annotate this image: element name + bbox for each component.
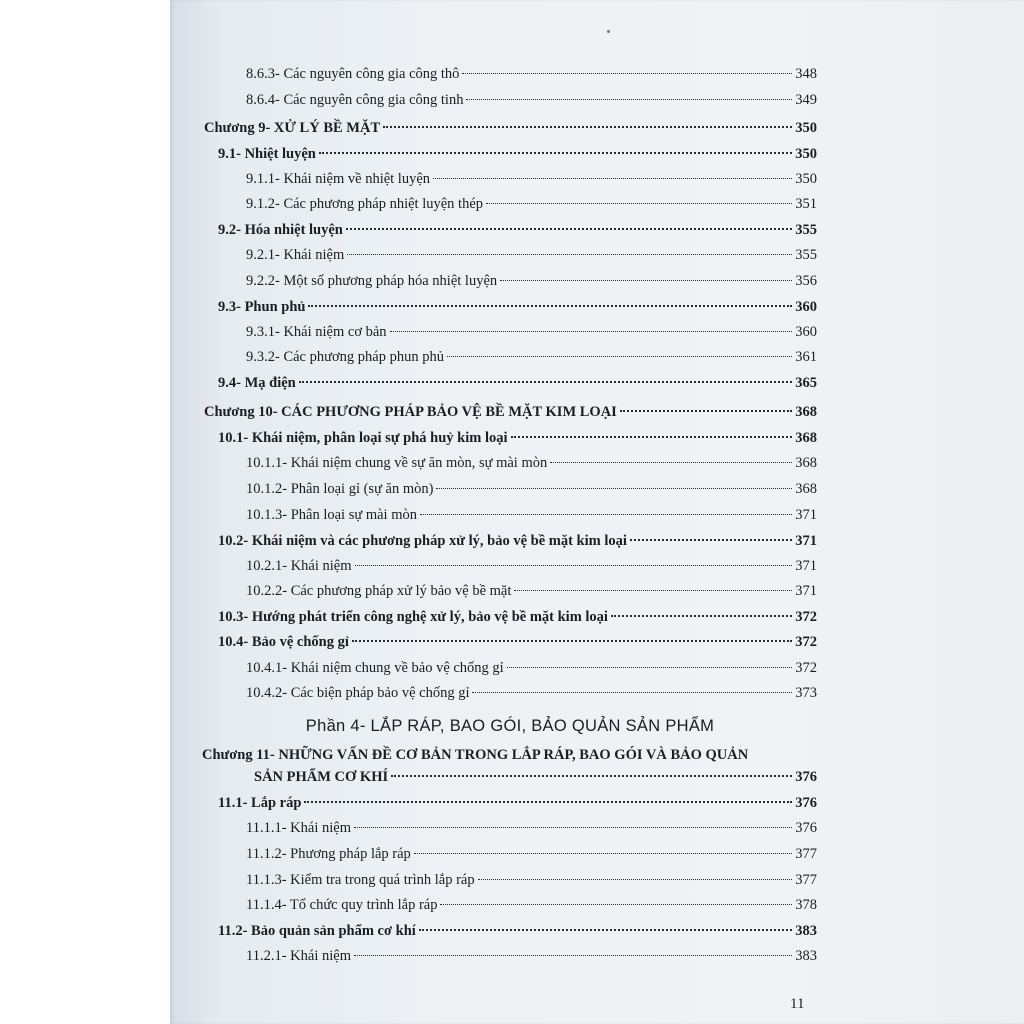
toc-entry-page: 377 <box>795 846 817 862</box>
toc-entry-title: Chương 9- XỬ LÝ BỀ MẶT <box>204 120 381 136</box>
toc-entry-title: 10.1- Khái niệm, phân loại sự phá huỷ kim loại <box>218 430 508 446</box>
toc-section-entry[interactable] <box>218 143 817 165</box>
toc-entry-page: 361 <box>795 349 817 365</box>
leader-dots <box>352 640 792 642</box>
toc-entry-title: 9.3- Phun phủ <box>218 299 306 315</box>
toc-entry-title: 10.1.3- Phân loại sự mài mòn <box>246 507 417 523</box>
toc-entry-page: 368 <box>795 430 817 446</box>
toc-entry[interactable] <box>246 580 817 602</box>
toc-entry-page: 376 <box>795 769 817 785</box>
toc-section-entry[interactable] <box>218 219 817 241</box>
leader-dots <box>466 99 792 100</box>
leader-dots <box>354 955 792 956</box>
leader-dots <box>383 126 792 128</box>
toc-entry[interactable] <box>246 657 817 679</box>
toc-entry-page: 355 <box>795 247 817 263</box>
toc-entry-title: 10.4.1- Khái niệm chung về bảo vệ chống gỉ <box>246 660 504 676</box>
leader-dots <box>304 801 792 803</box>
toc-section-entry[interactable] <box>218 427 817 449</box>
toc-entry-title: SẢN PHẨM CƠ KHÍ <box>254 769 389 785</box>
toc-entry-title: 11.1.2- Phương pháp lắp ráp <box>246 846 411 862</box>
toc-entry-title: 9.1- Nhiệt luyện <box>218 146 316 162</box>
leader-dots <box>500 280 792 281</box>
toc-entry[interactable] <box>246 894 817 916</box>
toc-entry-title: 10.4.2- Các biện pháp bảo vệ chống gỉ <box>246 685 470 701</box>
toc-entry-page: 355 <box>795 222 817 238</box>
toc-entry[interactable] <box>246 346 817 368</box>
toc-entry-page: 373 <box>795 685 817 701</box>
toc-entry-page: 348 <box>795 66 817 82</box>
toc-entry[interactable] <box>246 817 817 839</box>
leader-dots <box>486 203 792 204</box>
toc-entry-page: 376 <box>795 820 817 836</box>
toc-entry-title: 10.1.1- Khái niệm chung về sự ăn mòn, sự mài mòn <box>246 455 548 471</box>
toc-entry-page: 365 <box>795 375 817 391</box>
toc-entry-page: 356 <box>795 273 817 289</box>
leader-dots <box>440 904 792 905</box>
toc-section-entry[interactable] <box>218 920 817 942</box>
toc-entry[interactable] <box>246 193 817 215</box>
leader-dots <box>514 590 792 591</box>
leader-dots <box>419 929 792 931</box>
toc-entry-page: 350 <box>795 171 817 187</box>
toc-entry-title: 10.3- Hướng phát triển công nghệ xử lý, bảo vệ bề mặt kim loại <box>218 609 608 625</box>
leader-dots <box>511 436 793 438</box>
leader-dots <box>550 462 792 463</box>
leader-dots <box>611 615 792 617</box>
toc-entry[interactable] <box>246 843 817 865</box>
toc-entry-title: Chương 10- CÁC PHƯƠNG PHÁP BẢO VỆ BỀ MẶT KIM LOẠI <box>204 404 617 420</box>
toc-entry-title: 9.3.1- Khái niệm cơ bản <box>246 324 387 340</box>
toc-section-entry[interactable] <box>218 372 817 394</box>
toc-section-entry[interactable] <box>218 296 817 318</box>
toc-entry-title: 8.6.4- Các nguyên công gia công tinh <box>246 92 464 108</box>
toc-entry[interactable] <box>246 244 817 266</box>
toc-entry-title: 9.1.2- Các phương pháp nhiệt luyện thép <box>246 196 484 212</box>
leader-dots <box>299 381 793 383</box>
toc-entry-page: 350 <box>795 146 817 162</box>
toc-chapter-entry[interactable] <box>254 766 817 788</box>
toc-entry[interactable] <box>246 682 817 704</box>
toc-entry[interactable] <box>246 945 817 967</box>
leader-dots <box>319 152 792 154</box>
toc-entry[interactable] <box>246 504 817 526</box>
toc-entry-page: 371 <box>795 533 817 549</box>
leader-dots <box>354 827 792 828</box>
toc-entry-title: 10.1.2- Phân loại gỉ (sự ăn mòn) <box>246 481 434 497</box>
leader-dots <box>630 539 792 541</box>
toc-entry[interactable] <box>246 168 817 190</box>
toc-entry-title: 10.2- Khái niệm và các phương pháp xử lý, bảo vệ bề mặt kim loại <box>218 533 627 549</box>
toc-entry-page: 371 <box>795 558 817 574</box>
leader-dots <box>390 331 793 332</box>
toc-entry-page: 383 <box>795 923 817 939</box>
toc-entry-page: 378 <box>795 897 817 913</box>
toc-section-entry[interactable] <box>218 792 817 814</box>
leader-dots <box>436 488 792 489</box>
toc-entry-page: 376 <box>795 795 817 811</box>
toc-entry[interactable] <box>246 270 817 292</box>
toc-entry-page: 372 <box>795 660 817 676</box>
toc-entry[interactable] <box>246 452 817 474</box>
leader-dots <box>433 178 792 179</box>
toc-entry-page: 351 <box>795 196 817 212</box>
toc-section-entry[interactable] <box>218 606 817 628</box>
toc-entry[interactable] <box>246 555 817 577</box>
toc-entry[interactable] <box>246 869 817 891</box>
leader-dots <box>420 514 792 515</box>
toc-entry-page: 349 <box>795 92 817 108</box>
toc-entry-page: 371 <box>795 507 817 523</box>
toc-entry-page: 377 <box>795 872 817 888</box>
leader-dots <box>462 73 792 74</box>
toc-entry-title: 9.3.2- Các phương pháp phun phủ <box>246 349 444 365</box>
toc-entry-title: 11.1.4- Tổ chức quy trình lắp ráp <box>246 897 438 913</box>
toc-entry-page: 372 <box>795 634 817 650</box>
part-heading: Phần 4- LẮP RÁP, BAO GÓI, BẢO QUẢN SẢN PHẨM <box>305 717 715 735</box>
leader-dots <box>472 692 792 693</box>
toc-section-entry[interactable] <box>218 631 817 653</box>
toc-entry-title: 11.2.1- Khái niệm <box>246 948 351 964</box>
leader-dots <box>391 775 792 777</box>
toc-entry-title: 10.2.1- Khái niệm <box>246 558 352 574</box>
toc-entry-title: 11.1.3- Kiểm tra trong quá trình lắp ráp <box>246 872 475 888</box>
toc-entry-page: 383 <box>795 948 817 964</box>
toc-chapter-entry[interactable] <box>204 117 817 139</box>
toc-entry-title: 8.6.3- Các nguyên công gia công thô <box>246 66 460 82</box>
page-number: 11 <box>790 996 805 1012</box>
toc-entry-title: 10.4- Bảo vệ chống gỉ <box>218 634 349 650</box>
toc-entry-title: 9.4- Mạ điện <box>218 375 296 391</box>
toc-entry-page: 368 <box>795 404 817 420</box>
toc-entry-page: 368 <box>795 455 817 471</box>
toc-chapter-entry[interactable] <box>204 401 817 423</box>
leader-dots <box>346 228 792 230</box>
toc-section-entry[interactable] <box>218 530 817 552</box>
toc-entry[interactable] <box>246 478 817 500</box>
toc-entry-title: 11.2- Bảo quản sản phẩm cơ khí <box>218 923 416 939</box>
leader-dots <box>478 879 793 880</box>
toc-entry-title: 10.2.2- Các phương pháp xử lý bảo vệ bề mặt <box>246 583 512 599</box>
toc-entry-page: 371 <box>795 583 817 599</box>
toc-entry[interactable] <box>246 89 817 111</box>
toc-entry-page: 350 <box>795 120 817 136</box>
toc-chapter-title-line1: Chương 11- NHỮNG VẤN ĐỀ CƠ BẢN TRONG LẮP RÁP, BAO GÓI VÀ BẢO QUẢN <box>202 747 749 763</box>
toc-entry-title: 9.1.1- Khái niệm về nhiệt luyện <box>246 171 431 187</box>
leader-dots <box>347 254 792 255</box>
leader-dots <box>308 305 792 307</box>
toc-entry[interactable] <box>246 321 817 343</box>
toc-entry-title: 9.2- Hóa nhiệt luyện <box>218 222 343 238</box>
toc-entry-page: 360 <box>795 299 817 315</box>
leader-dots <box>620 410 792 412</box>
leader-dots <box>507 667 793 668</box>
toc-entry[interactable] <box>246 63 817 85</box>
leader-dots <box>355 565 793 566</box>
toc-entry-title: 9.2.2- Một số phương pháp hóa nhiệt luyện <box>246 273 498 289</box>
leader-dots <box>447 356 792 357</box>
toc-entry-title: 11.1.1- Khái niệm <box>246 820 351 836</box>
toc-entry-page: 360 <box>795 324 817 340</box>
toc-entry-title: 11.1- Lắp ráp <box>218 795 302 811</box>
toc-entry-title: 9.2.1- Khái niệm <box>246 247 345 263</box>
toc-entry-page: 368 <box>795 481 817 497</box>
leader-dots <box>414 853 792 854</box>
toc-entry-page: 372 <box>795 609 817 625</box>
